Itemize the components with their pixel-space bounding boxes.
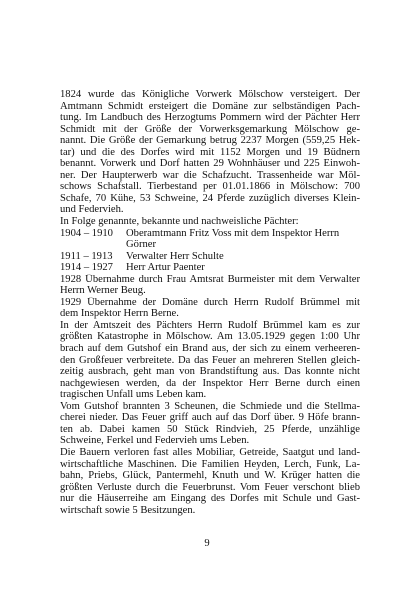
text-line: wirtschaftliche Maschinen. Die Familien Heyden, Lerch, Funk, La-	[60, 458, 360, 470]
body-text	[60, 89, 360, 516]
text-line: bahn, Priebs, Glück, Pantermehl, Knuth und W. Krüger hatten die	[60, 470, 360, 482]
fire-paragraph	[60, 274, 360, 516]
text-line: 1929 Übernahme der Domäne durch Herrn Rudolf Brümmel mit	[60, 296, 360, 308]
tenant-list	[60, 228, 360, 274]
text-line: tragischen Unfall ums Leben kam.	[60, 389, 207, 401]
tenant-name: Görner	[126, 239, 157, 251]
history-paragraph	[60, 89, 360, 228]
text-line: Schmidt mit der Größe der Vorwerksgemarkung Mölschow ge-	[60, 123, 360, 135]
text-line: Schafe, 70 Kühe, 53 Schweine, 24 Pferde zuzüglich diverses Klein-	[60, 192, 360, 204]
tenant-row	[60, 251, 360, 263]
tenant-years	[60, 239, 126, 251]
tenant-row	[60, 228, 360, 240]
tenant-years: 1904 – 1910	[60, 227, 113, 239]
text-line: 1928 Übernahme durch Frau Amtsrat Burmeister mit dem Verwalter	[60, 273, 360, 285]
tenant-years: 1911 – 1913	[60, 250, 113, 262]
text-line: benannt. Vorwerk und Dorf hatten 29 Wohnhäuser und 225 Einwoh-	[60, 158, 360, 170]
text-line: größten Verluste durch die Feuerbrunst. Vom Feuer verschont blieb	[60, 481, 360, 493]
text-line: In der Amtszeit des Pächters Herrn Rudolf Brümmel kam es zur	[60, 319, 360, 331]
tenant-row	[60, 262, 360, 274]
tenant-years: 1914 – 1927	[60, 262, 113, 274]
text-line: tar) und die des Dorfes wird mit 1152 Morgen und 19 Büdnern	[60, 146, 360, 158]
text-line: Amtmann Schmidt ersteigert die Domäne zur selbständigen Pach-	[60, 100, 360, 112]
text-line: und Federvieh.	[60, 204, 124, 216]
text-line: In Folge genannte, bekannte und nachweisliche Pächter:	[60, 216, 299, 228]
text-line: wirtschaft sowie 5 Besitzungen.	[60, 504, 196, 516]
text-line: 1824 wurde das Königliche Vorwerk Mölschow versteigert. Der	[60, 89, 360, 100]
text-line: den Großfeuer verbreitete. Da das Feuer an mehreren Stellen gleich-	[60, 354, 360, 366]
tenant-name: Herr Artur Paenter	[126, 262, 205, 274]
text-line: tung. Im Landbuch des Herzogtums Pommern wird der Pächter Herr	[60, 112, 360, 124]
text-line: brach auf dem Gutshof ein Brand aus, der sich zu einem verheeren-	[60, 343, 360, 355]
tenant-name: Oberamtmann Fritz Voss mit dem Inspektor Herrn	[126, 227, 340, 239]
tenant-name: Verwalter Herr Schulte	[126, 250, 224, 262]
text-line: dem Inspektor Herrn Berne.	[60, 308, 179, 320]
text-line: größten Katastrophe in Mölschow. Am 13.05.1929 gegen 1:00 Uhr	[60, 331, 360, 343]
text-line: schows Schafstall. Tierbestand per 01.01.1866 in Mölschow: 700	[60, 181, 360, 193]
text-line: cherei nieder. Das Feuer griff auch auf das Dorf über. 9 Höfe brann-	[60, 412, 360, 424]
text-line: Schweine, Ferkel und Federvieh ums Leben.	[60, 435, 250, 447]
text-line: Herrn Werner Beug.	[60, 285, 146, 297]
text-line: nannt. Die Größe der Gemarkung betrug 2237 Morgen (559,25 Hek-	[60, 135, 360, 147]
text-line: zeitig ausbrach, geht man von Brandstiftung aus. Das konnte nicht	[60, 366, 360, 378]
text-line: Vom Gutshof brannten 3 Scheunen, die Schmiede und die Stellma-	[60, 400, 360, 412]
text-line: nachgewiesen werden, da der Inspektor Herr Berne durch einen	[60, 377, 360, 389]
text-line: nur die Häuserreihe am Eingang des Dorfes mit Schule und Gast-	[60, 493, 360, 505]
text-line: ner. Der Haupterwerb war die Schafzucht. Trassenheide war Möl-	[60, 169, 360, 181]
text-line: Die Bauern verloren fast alles Mobiliar, Getreide, Saatgut und land-	[60, 446, 360, 458]
page-number: 9	[204, 538, 210, 549]
text-line: ten ab. Dabei kamen 50 Stück Rindvieh, 25 Pferde, unzählige	[60, 423, 360, 435]
tenant-row	[60, 239, 360, 251]
